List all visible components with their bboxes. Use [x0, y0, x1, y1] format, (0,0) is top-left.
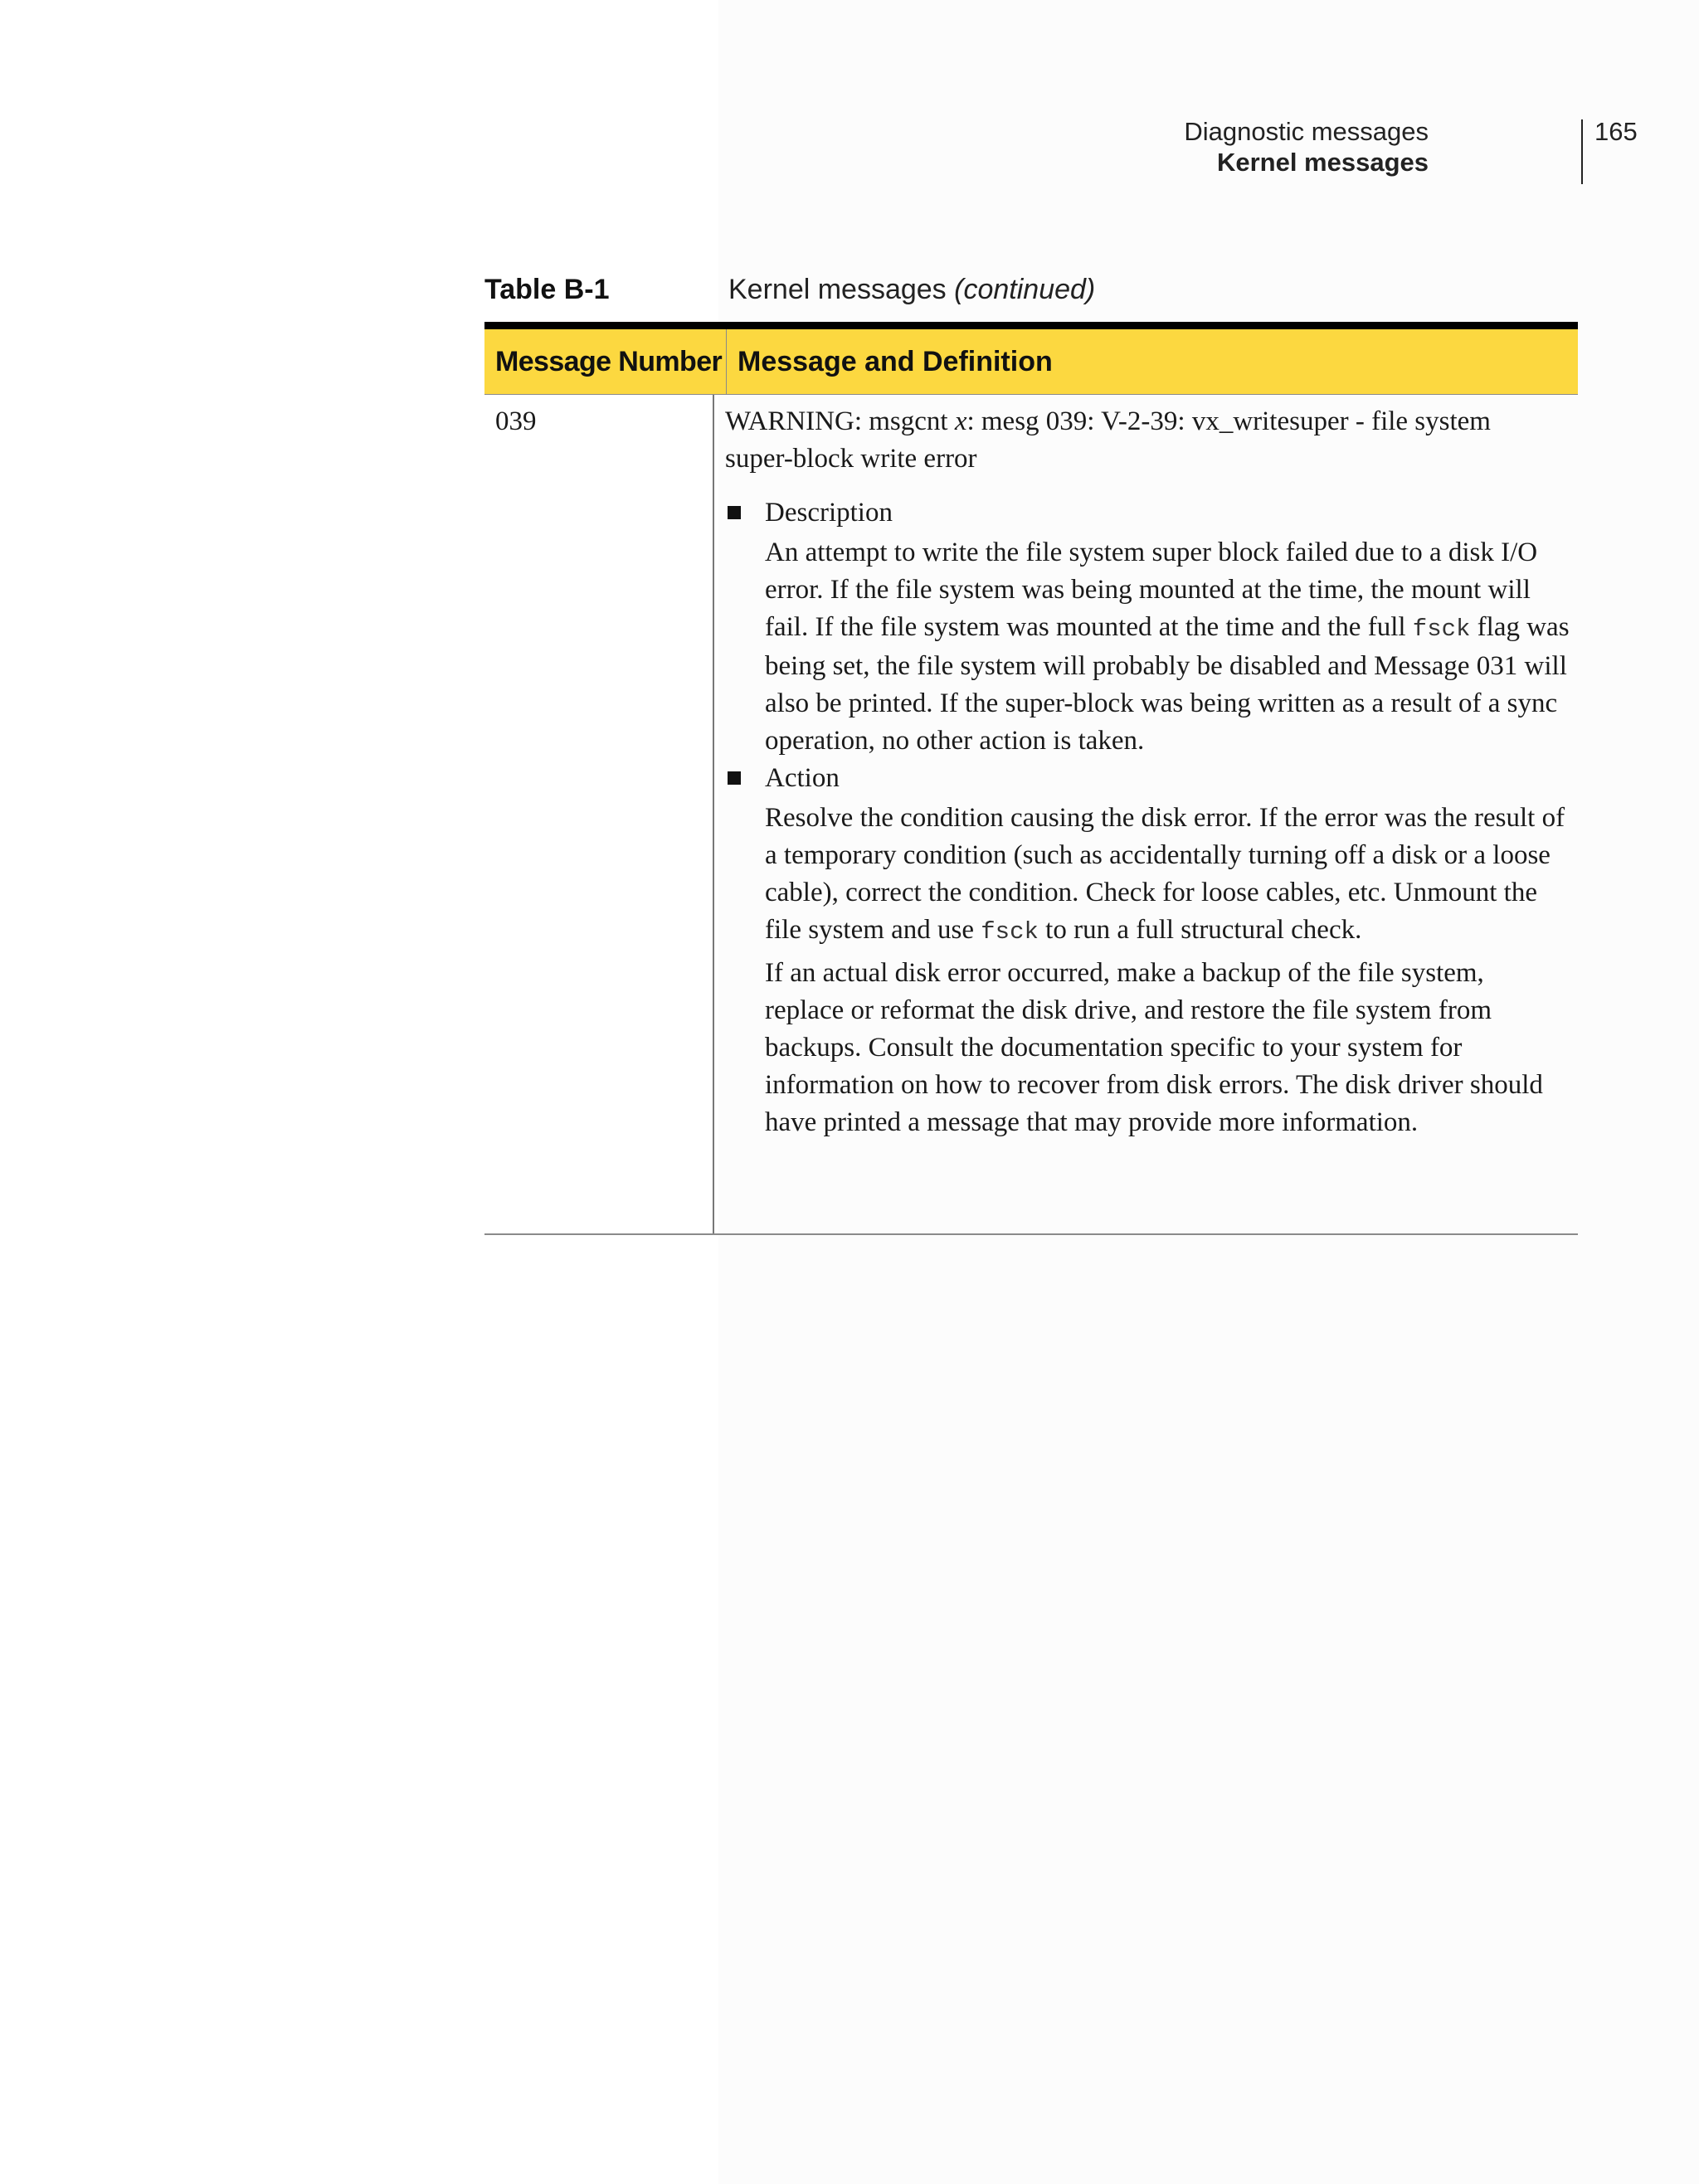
warning-suffix: : mesg 039: V-2-39: vx_writesuper - file system super-block write error	[725, 406, 1491, 474]
action-heading: Action	[765, 763, 840, 793]
table-row	[484, 395, 1578, 1235]
running-header	[1161, 116, 1638, 184]
running-header-text	[1184, 116, 1429, 178]
square-bullet-icon	[728, 506, 741, 519]
square-bullet-icon	[728, 771, 741, 785]
warning-variable: x	[954, 406, 967, 436]
description-text-part2: flag was being set, the file system will probably be disabled and Message 031 will also be printed. If the super-block was being written as a result of a sync operation, no other action is taken.	[765, 612, 1570, 756]
list-item-action	[725, 760, 1570, 1141]
table-label: Table B-1	[484, 274, 610, 305]
description-heading: Description	[765, 498, 893, 528]
list-item-description	[725, 494, 1570, 760]
chapter-title: Diagnostic messages	[1184, 117, 1429, 146]
table-title-suffix: (continued)	[954, 274, 1096, 305]
description-text	[765, 534, 1570, 760]
definition-list	[725, 494, 1570, 1141]
action-text-part2: to run a full structural check.	[1038, 915, 1362, 945]
warning-message	[725, 403, 1563, 478]
column-header-message-number: Message Number	[495, 346, 723, 377]
kernel-messages-table	[484, 322, 1578, 1235]
fsck-command: fsck	[1412, 615, 1471, 643]
column-header-message-definition: Message and Definition	[726, 329, 1578, 394]
action-text-part1: Resolve the condition causing the disk error. If the error was the result of a temporary condition (such as accidentally turning off a disk or a loose cable), correct the condition. Check for loose cables, etc. Unmount the file system and use	[765, 803, 1565, 945]
table-title-text: Kernel messages	[728, 274, 947, 305]
description-text-part1: An attempt to write the file system super block failed due to a disk I/O error. If the file system was being mounted at the time, the mount will fail. If the file system was mounted at the time and the full	[765, 537, 1538, 642]
action-text	[765, 800, 1570, 951]
warning-prefix: WARNING: msgcnt	[725, 406, 955, 436]
message-number-cell: 039	[495, 406, 537, 436]
page-number: 165	[1594, 117, 1638, 146]
action-extra-text: If an actual disk error occurred, make a backup of the file system, replace or reformat the disk drive, and restore the file system from backups. Consult the documentation specific to your system for information on how to recover from disk errors. The disk driver should have printed a message that may provide more information.	[765, 958, 1543, 1137]
header-divider	[1581, 119, 1583, 184]
table-header-row	[484, 329, 1578, 395]
section-title: Kernel messages	[1216, 148, 1429, 177]
message-definition-cell	[713, 395, 1578, 1233]
table-title	[728, 272, 1095, 307]
fsck-command: fsck	[981, 918, 1039, 946]
